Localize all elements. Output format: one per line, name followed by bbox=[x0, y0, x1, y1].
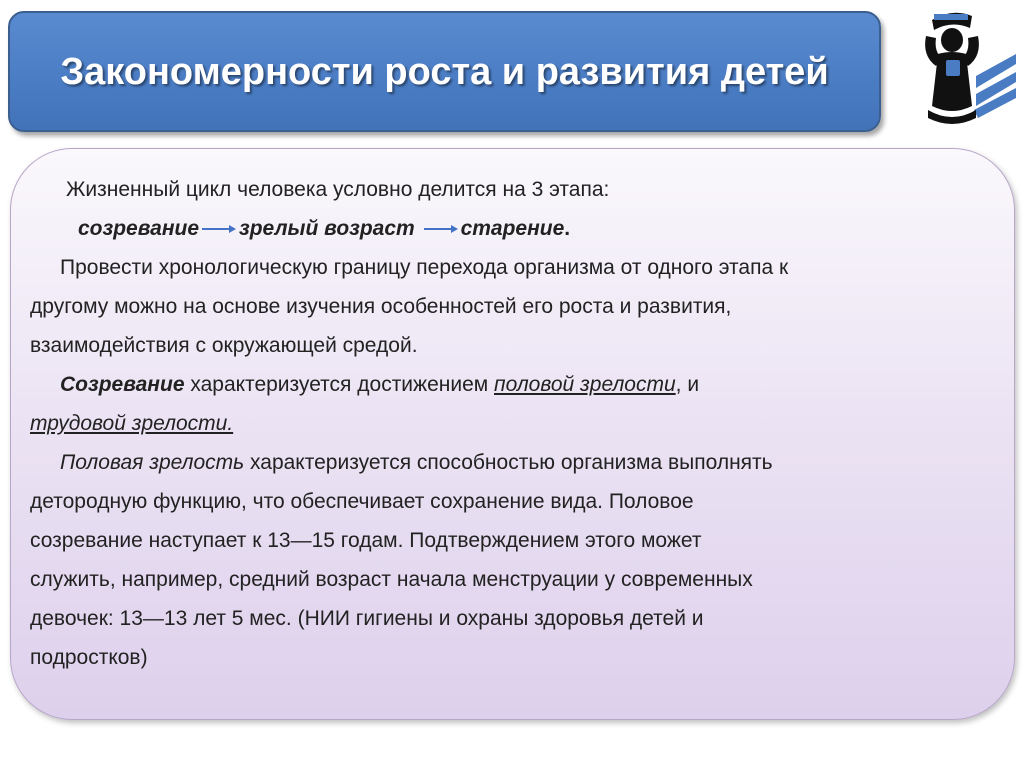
paragraph-line bbox=[30, 404, 1000, 443]
paragraph-text: Провести хронологическую границу перехода организма от одного этапа к bbox=[60, 256, 789, 279]
paragraph-text: детородную функцию, что обеспечивает сохранение вида. Половое bbox=[30, 490, 694, 513]
paragraph-line bbox=[30, 287, 1000, 326]
paragraph-text: характеризуется способностью организма выполнять bbox=[244, 451, 773, 474]
paragraph-text: служить, например, средний возраст начала менструации у современных bbox=[30, 568, 753, 591]
paragraph-line bbox=[30, 638, 1000, 677]
paragraph-line bbox=[30, 560, 1000, 599]
paragraph-text: другому можно на основе изучения особенностей его роста и развития, bbox=[30, 295, 732, 318]
paragraph-text: девочек: 13—13 лет 5 мес. (НИИ гигиены и охраны здоровья детей и bbox=[30, 607, 704, 630]
paragraph-line bbox=[30, 599, 1000, 638]
intro-line bbox=[30, 170, 1000, 209]
arrow-right-icon bbox=[423, 223, 459, 235]
page-title: Закономерности роста и развития детей bbox=[60, 50, 829, 93]
paragraph-text: подростков) bbox=[30, 646, 148, 669]
paragraph-line bbox=[30, 248, 1000, 287]
paragraph-line bbox=[30, 365, 1000, 404]
paragraph-text: , и bbox=[675, 373, 700, 396]
paragraph-line bbox=[30, 521, 1000, 560]
stage-maturation: созревание bbox=[78, 217, 200, 240]
paragraph-text: взаимодействия с окружающей средой. bbox=[30, 334, 418, 357]
stage-adulthood: зрелый возраст bbox=[239, 217, 415, 240]
term-labor-maturity: трудовой зрелости. bbox=[30, 412, 234, 435]
term-puberty: Половая зрелость bbox=[60, 451, 245, 474]
content-text bbox=[30, 170, 1000, 677]
arrow-right-icon bbox=[201, 223, 237, 235]
paragraph-line bbox=[30, 443, 1000, 482]
paragraph-text: характеризуется достижением bbox=[184, 373, 495, 396]
paragraph-text: созревание наступает к 13—15 годам. Подтверждением этого может bbox=[30, 529, 702, 552]
paragraph-line bbox=[30, 326, 1000, 365]
title-banner bbox=[8, 11, 881, 132]
paragraph-line bbox=[30, 482, 1000, 521]
stage-period: . bbox=[564, 217, 571, 240]
term-maturation: Созревание bbox=[60, 373, 185, 396]
term-sexual-maturity: половой зрелости bbox=[494, 373, 676, 396]
intro-text: Жизненный цикл человека условно делится на 3 этапа: bbox=[66, 178, 610, 201]
stages-line bbox=[30, 209, 1000, 248]
stage-aging: старение bbox=[460, 217, 565, 240]
figure-with-pot-icon bbox=[912, 6, 1020, 124]
